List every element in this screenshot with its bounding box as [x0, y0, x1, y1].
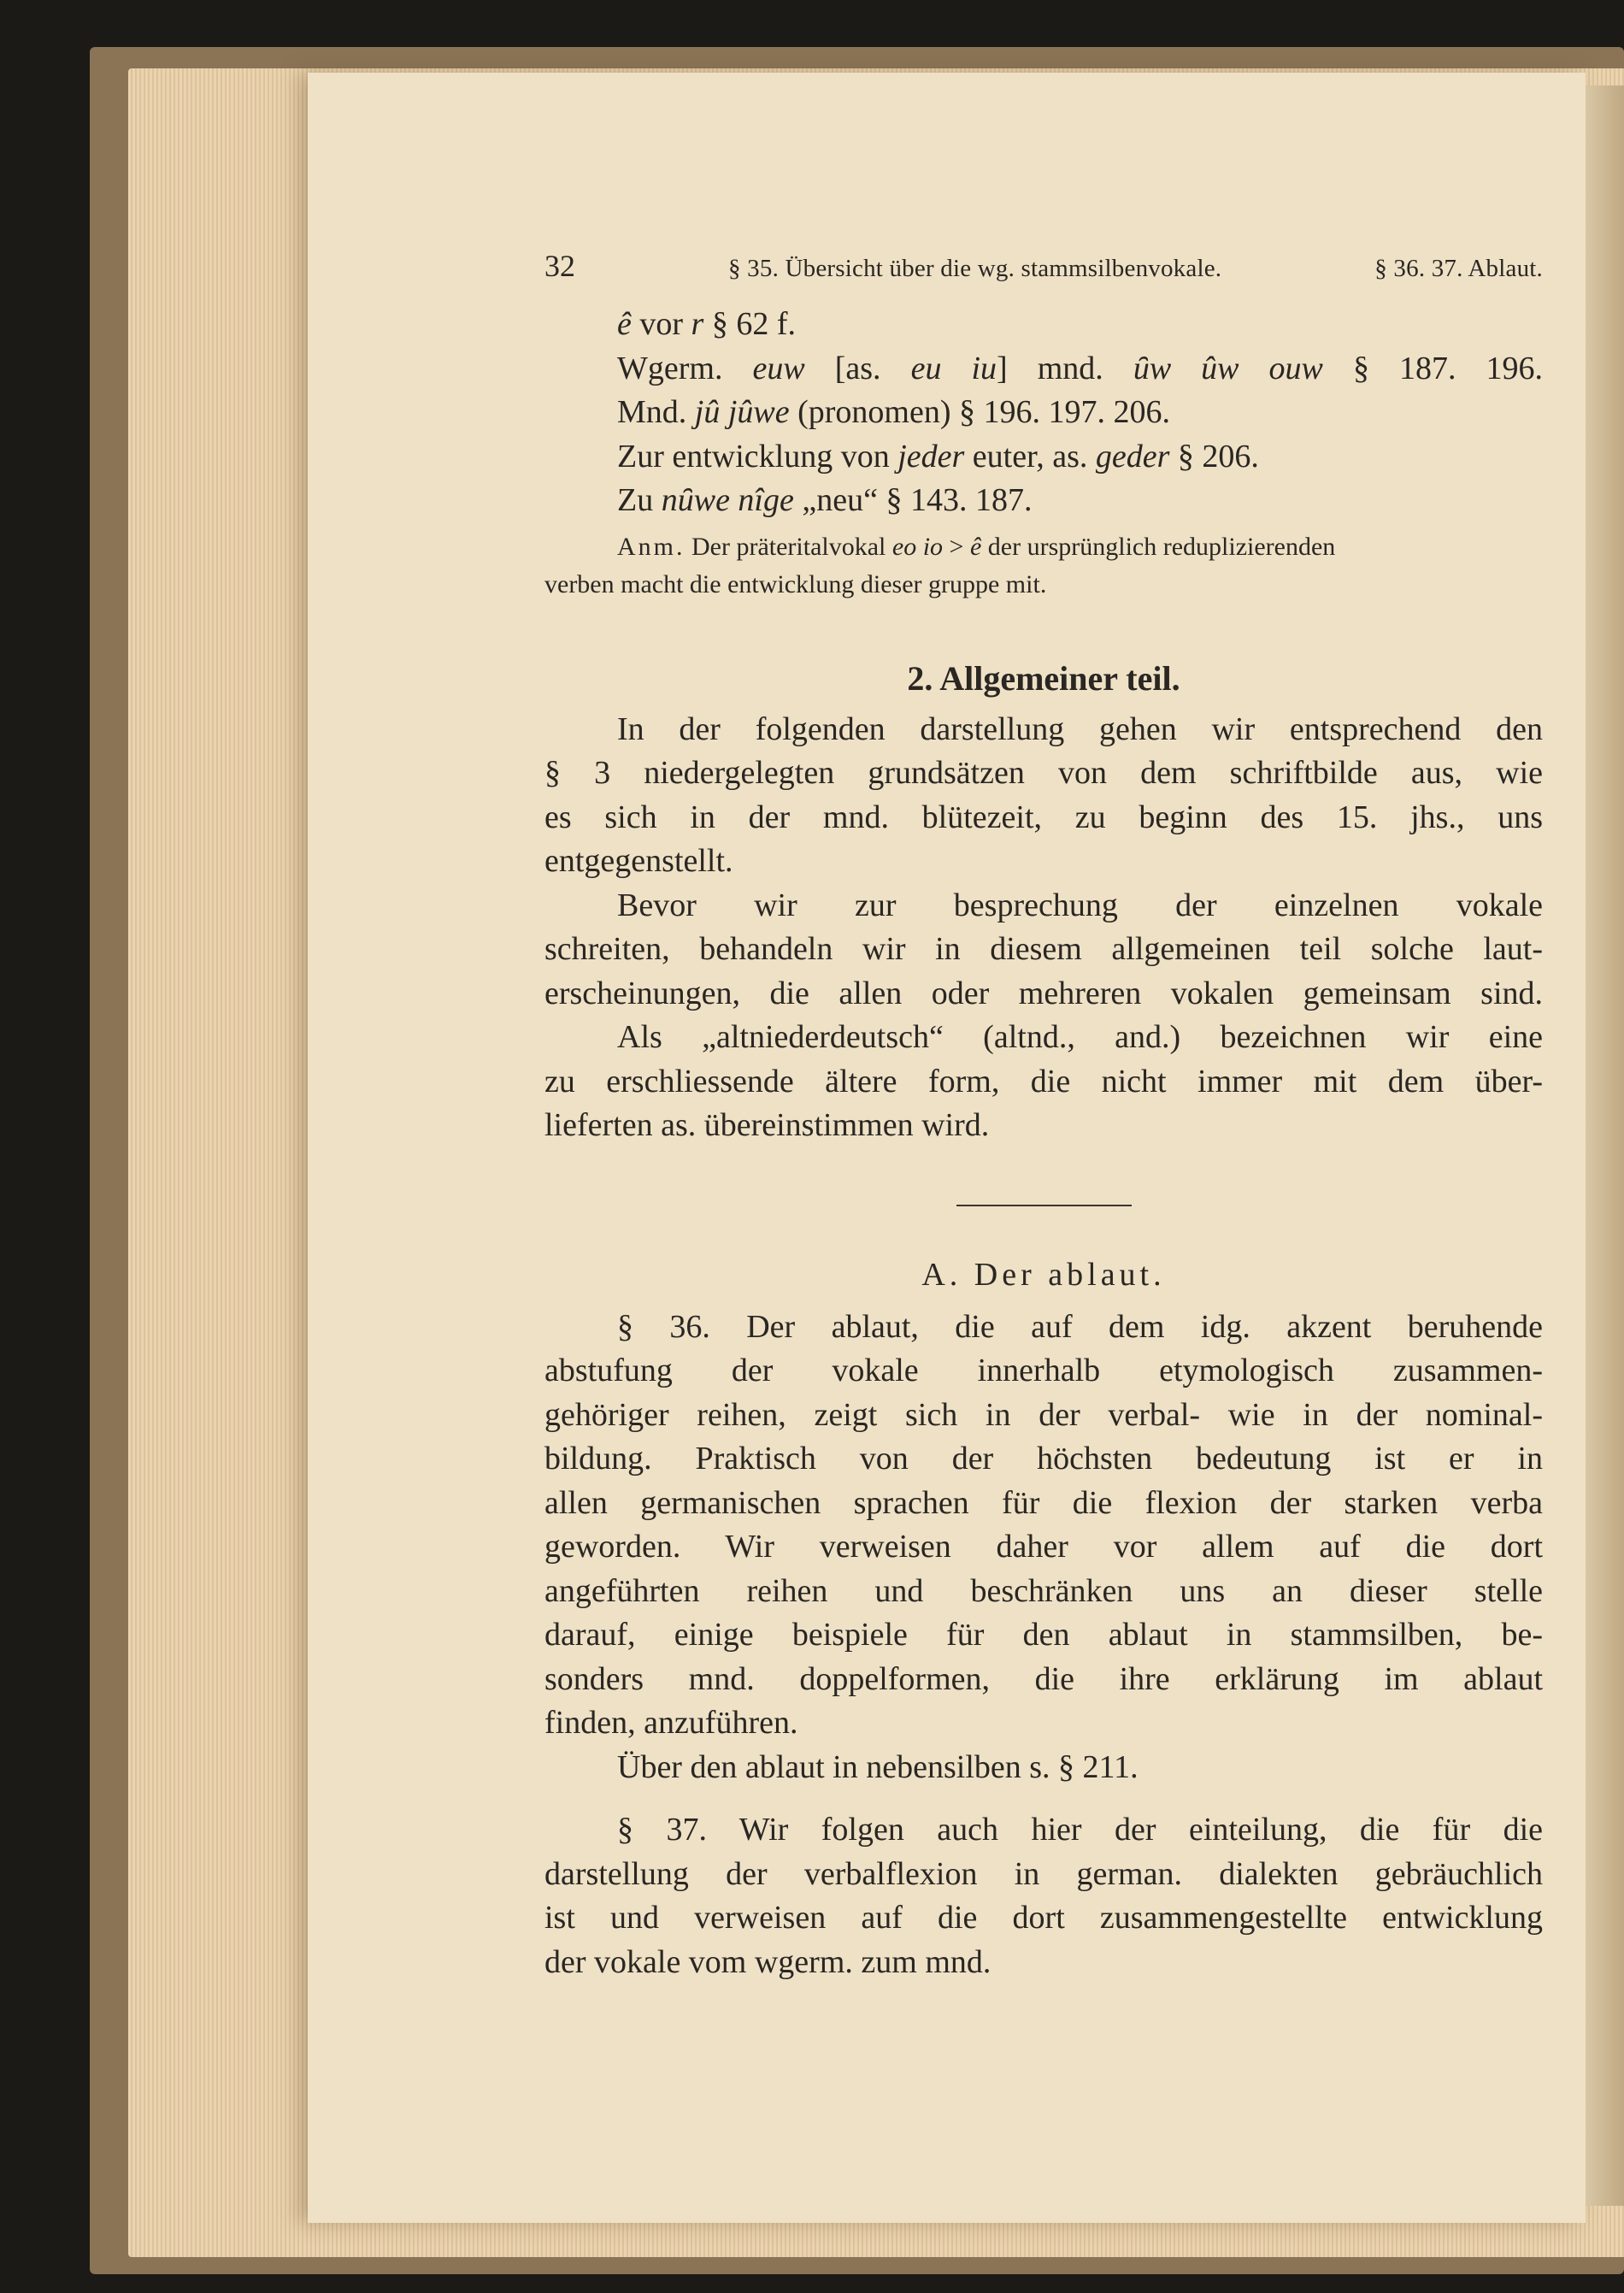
text-line: § 3 niedergelegten grundsätzen von dem schriftbilde aus, wie	[544, 755, 1543, 791]
subsection-heading: A. Der ablaut.	[921, 1256, 1166, 1293]
text-line: Bevor wir zur besprechung der einzelnen vokale	[617, 887, 1543, 923]
facing-page-edge	[1586, 85, 1624, 2206]
text-line: entgegenstellt.	[544, 843, 733, 879]
text-line: schreiten, behandeln wir in diesem allgemeinen teil solche laut-	[544, 931, 1543, 967]
text-line: Mnd. jû jûwe (pronomen) § 196. 197. 206.	[617, 394, 1171, 430]
annotation-line: verben macht die entwicklung dieser gruppe mit.	[544, 569, 1047, 598]
running-head-right: § 36. 37. Ablaut.	[1374, 255, 1543, 282]
text-line: In der folgenden darstellung gehen wir entsprechend den	[617, 710, 1543, 747]
annotation-line: Anm. Der präteritalvokal eo io > ê der ursprünglich reduplizierenden	[617, 532, 1336, 561]
section-heading: 2. Allgemeiner teil.	[907, 658, 1180, 698]
text-line: lieferten as. übereinstimmen wird.	[544, 1107, 990, 1143]
text-line: Wgerm. euw [as. eu iu] mnd. ȗw ûw ouw § 187. 196.	[617, 350, 1544, 386]
text-line: ê vor r § 62 f.	[617, 306, 796, 342]
text-line: es sich in der mnd. blütezeit, zu beginn des 15. jhs., uns	[544, 799, 1543, 835]
text-line: abstufung der vokale innerhalb etymologisch zusammen-	[544, 1353, 1543, 1388]
annotation-label: Anm.	[617, 532, 685, 561]
text-line: Über den ablaut in nebensilben s. § 211.	[617, 1748, 1139, 1785]
text-line: Zur entwicklung von jeder euter, as. geder § 206.	[617, 438, 1259, 475]
text-line: der vokale vom wgerm. zum mnd.	[544, 1943, 991, 1980]
running-head-left: § 35. Übersicht über die wg. stammsilbenvokale.	[728, 255, 1222, 282]
text-line: bildung. Praktisch von der höchsten bedeutung ist er in	[544, 1441, 1543, 1477]
running-head	[544, 248, 1543, 284]
text-line: geworden. Wir verweisen daher vor allem auf die dort	[544, 1529, 1543, 1565]
text-line: Zu nȗwe nîge „neu“ § 143. 187.	[617, 482, 1033, 518]
text-line: darstellung der verbalflexion in german. dialekten gebräuchlich	[544, 1855, 1543, 1892]
text-line: allen germanischen sprachen für die flexion der starken verba	[544, 1484, 1543, 1521]
section-divider	[956, 1205, 1132, 1206]
text-line: ist und verweisen auf die dort zusammengestellte entwicklung	[544, 1900, 1543, 1936]
text-line: Als „altniederdeutsch“ (altnd., and.) bezeichnen wir eine	[617, 1019, 1543, 1055]
text-line: finden, anzuführen.	[544, 1705, 798, 1741]
text-line: erscheinungen, die allen oder mehreren vokalen gemeinsam sind.	[544, 975, 1543, 1011]
text-line: § 37. Wir folgen auch hier der einteilung, die für die	[617, 1812, 1543, 1848]
text-line: § 36. Der ablaut, die auf dem idg. akzent beruhende	[617, 1308, 1543, 1345]
text-line: sonders mnd. doppelformen, die ihre erklärung im ablaut	[544, 1660, 1543, 1697]
page-content	[544, 248, 1543, 1984]
text-line: angeführten reihen und beschränken uns an dieser stelle	[544, 1572, 1543, 1609]
page-number: 32	[544, 249, 575, 283]
text-line: gehöriger reihen, zeigt sich in der verbal- wie in der nominal-	[544, 1396, 1543, 1433]
text-line: darauf, einige beispiele für den ablaut in stammsilben, be-	[544, 1617, 1543, 1653]
text-line: zu erschliessende ältere form, die nicht immer mit dem über-	[544, 1063, 1543, 1099]
